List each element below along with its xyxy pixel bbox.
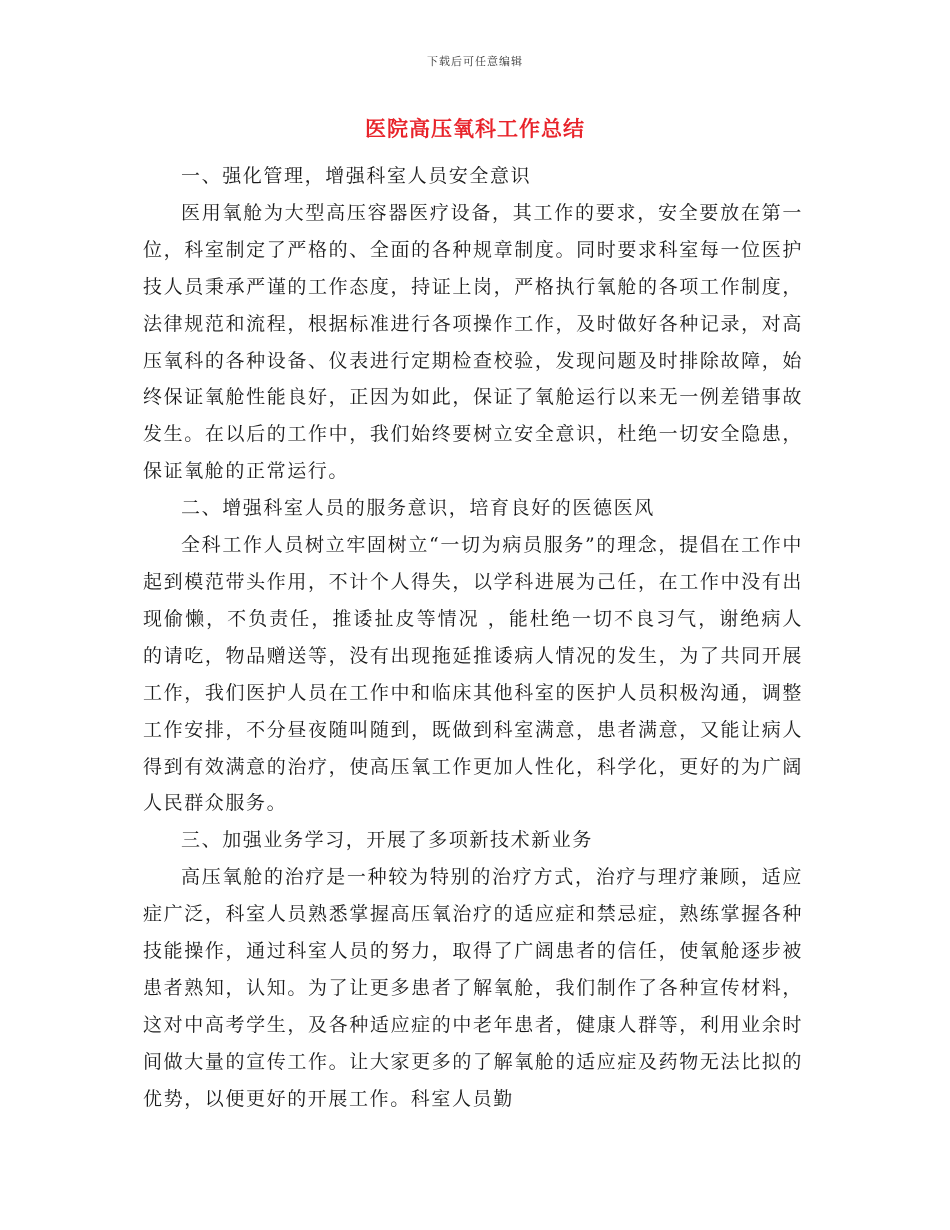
section-heading-2: 二、增强科室人员的服务意识，培育良好的医德医风	[181, 497, 655, 520]
header-note: 下载后可任意编辑	[427, 55, 523, 68]
section-heading-3: 三、加强业务学习，开展了多项新技术新业务	[181, 829, 594, 852]
section-paragraph-1: 医用氧舱为大型高压容器医疗设备，其工作的要求，安全要放在第一位，科室制定了严格的、全面的各种规章制度。同时要求科室每一位医护技人员秉承严谨的工作态度，持证上岗，严格执行氧舱的各项工作制度，法律规范和流程，根据标准进行各项操作工作，及时做好各种记录，对高压氧科的各种设备、仪表进行定期检查校验，发现问题及时排除故障，始终保证氧舱性能良好，正因为如此，保证了氧舱运行以来无一例差错事故发生。在以后的工作中，我们始终要树立安全意识，杜绝一切安全隐患，保证氧舱的正常运行。	[143, 201, 803, 483]
section-paragraph-3: 高压氧舱的治疗是一种较为特别的治疗方式，治疗与理疗兼顾，适应症广泛，科室人员熟悉掌握高压氧治疗的适应症和禁忌症，熟练掌握各种技能操作，通过科室人员的努力，取得了广阔患者的信任，使氧舱逐步被患者熟知，认知。为了让更多患者了解氧舱，我们制作了各种宣传材料，这对中高考学生，及各种适应症的中老年患者，健康人群等，利用业余时间做大量的宣传工作。让大家更多的了解氧舱的适应症及药物无法比拟的优势，以便更好的开展工作。科室人员勤	[143, 866, 803, 1110]
document-title: 医院高压氧科工作总结	[365, 116, 585, 141]
document-body	[143, 158, 803, 1118]
section-paragraph-2: 全科工作人员树立牢固树立“一切为病员服务”的理念，提倡在工作中起到模范带头作用，不计个人得失，以学科进展为己任，在工作中没有出现偷懒，不负责任，推诿扯皮等情况 ，能杜绝一切不良习气，谢绝病人的请吃，物品赠送等，没有出现拖延推诿病人情况的发生，为了共同开展工作，我们医护人员在工作中和临床其他科室的医护人员积极沟通，调整工作安排，不分昼夜随叫随到，既做到科室满意，患者满意，又能让病人得到有效满意的治疗，使高压氧工作更加人性化，科学化，更好的为广阔人民群众服务。	[143, 534, 803, 815]
section-heading-1: 一、强化管理，增强科室人员安全意识	[181, 165, 532, 187]
